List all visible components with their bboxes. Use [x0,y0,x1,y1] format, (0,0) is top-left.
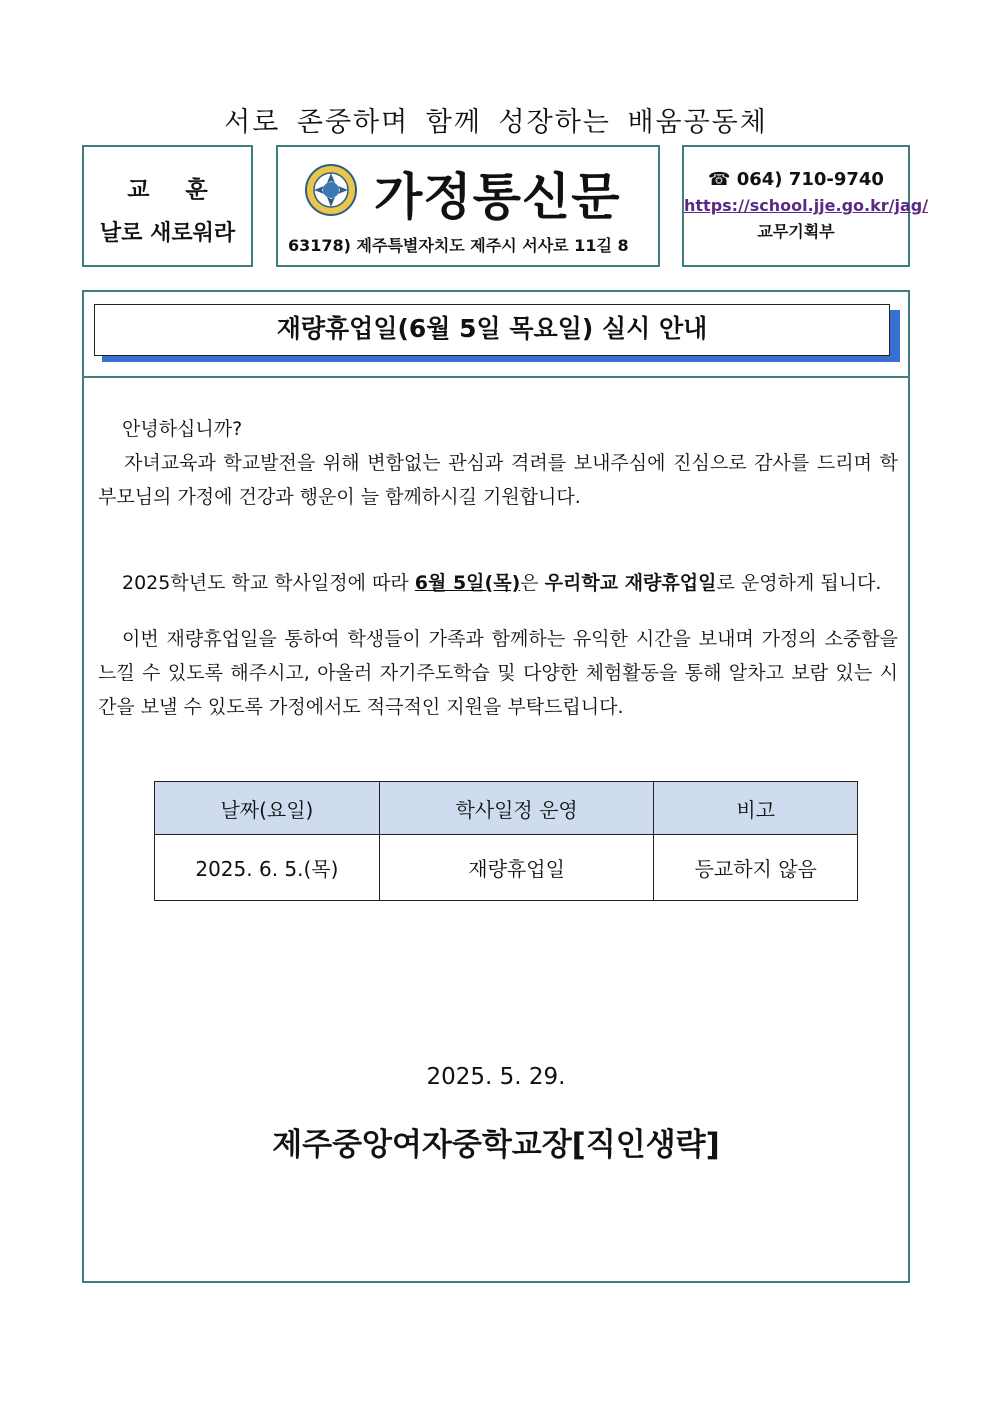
school-slogan: 서로 존중하며 함께 성장하는 배움공동체 [224,107,768,138]
newsletter-title-box [276,145,660,267]
table-cell-schedule: 재량휴업일 [379,835,654,901]
schedule-paragraph [98,566,898,600]
department-name: 교무기획부 [757,222,835,241]
notice-body-frame [82,290,910,1283]
schedule-holiday: 우리학교 재량휴업일 [544,572,717,594]
school-motto-box [82,145,253,267]
schedule-suffix: 로 운영하게 됩니다. [716,572,882,594]
notice-header [84,292,908,378]
schedule-date: 6월 5일(목) [414,572,521,594]
greeting-text [98,412,898,446]
school-emblem-icon [304,163,358,217]
notice-title: 재량휴업일(6월 5일 목요일) 실시 안내 [94,304,890,356]
table-header: 비고 [654,782,858,835]
table-cell-date: 2025. 6. 5.(목) [155,835,380,901]
schedule-mid: 은 [520,572,545,594]
table-cell-note: 등교하지 않음 [654,835,858,901]
school-website-link[interactable]: https://school.jje.go.kr/jag/ [684,196,929,215]
principal-signature: 제주중앙여자중학교장[직인생략] [272,1127,720,1163]
phone-line [684,169,908,190]
motto-label: 교 훈 [127,177,222,203]
table-header-row [155,782,858,835]
school-address: 63178) 제주특별자치도 제주시 서사로 11길 8 [288,236,629,255]
info-text: 이번 재량휴업일을 통하여 학생들이 가족과 함께하는 유익한 시간을 보내며 가정의 소중함을 느낄 수 있도록 해주시고, 아울러 자기주도학습 및 다양한 체험활동을 통해 알차고 보람 있는 시간을 보낼 수 있도록 가정에서도 적극적인 지원을 부탁드립니다. [98,628,898,718]
contact-box [682,145,929,267]
phone-number: 064) 710-9740 [736,169,884,190]
newsletter-title: 가정통신문 [374,168,621,226]
thanks-paragraph [98,446,898,514]
phone-icon: ☎ [708,169,731,190]
table-row [155,835,858,901]
greeting: 안녕하십니까? [122,418,243,440]
schedule-prefix: 2025학년도 학교 학사일정에 따라 [122,572,415,594]
table-header: 날짜(요일) [155,782,380,835]
table-header: 학사일정 운영 [379,782,654,835]
schedule-table [154,781,858,901]
motto-text: 날로 새로워라 [99,221,236,246]
info-paragraph [98,622,898,724]
issue-date: 2025. 5. 29. [426,1064,566,1090]
thanks-text: 자녀교육과 학교발전을 위해 변함없는 관심과 격려를 보내주심에 진심으로 감사를 드리며 학부모님의 가정에 건강과 행운이 늘 함께하시길 기원합니다. [98,452,898,508]
